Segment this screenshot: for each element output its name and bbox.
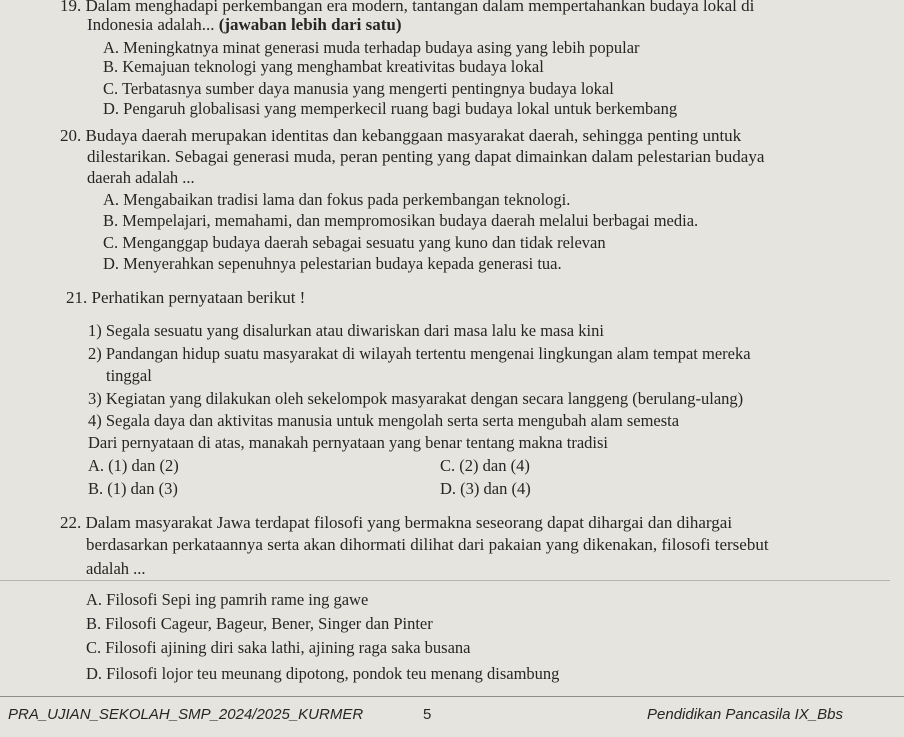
q21-option-d: D. (3) dan (4) <box>440 479 531 498</box>
q21-statement-4: 4) Segala daya dan aktivitas manusia untuk mengolah serta serta mengubah alam semesta <box>88 411 680 430</box>
q19-stem-text: Indonesia adalah... <box>87 15 215 34</box>
q22-stem-line-3: adalah ... <box>86 559 146 578</box>
q21-statement-1: 1) Segala sesuatu yang disalurkan atau diwariskan dari masa lalu ke masa kini <box>88 321 604 340</box>
q19-option-d: D. Pengaruh globalisasi yang memperkecil ruang bagi budaya lokal untuk berkembang <box>103 99 678 118</box>
q20-stem-line-2: dilestarikan. Sebagai generasi muda, peran penting yang dapat dimainkan dalam pelestarian budaya <box>87 147 765 166</box>
q21-option-c: C. (2) dan (4) <box>440 456 530 475</box>
q21-stem: 21. Perhatikan pernyataan berikut ! <box>66 288 306 307</box>
q19-option-a: A. Meningkatnya minat generasi muda terhadap budaya asing yang lebih popular <box>103 38 640 57</box>
q20-stem-line-3: daerah adalah ... <box>87 168 195 187</box>
footer-subject: Pendidikan Pancasila IX_Bbs <box>647 706 843 723</box>
q22-option-d: D. Filosofi lojor teu meunang dipotong, pondok teu menang disambung <box>86 664 560 683</box>
footer-rule <box>0 696 904 697</box>
q19-hint: (jawaban lebih dari satu) <box>218 15 402 34</box>
footer-exam-code: PRA_UJIAN_SEKOLAH_SMP_2024/2025_KURMER <box>8 706 364 723</box>
q22-option-c: C. Filosofi ajining diri saka lathi, ajining raga saka busana <box>86 638 471 657</box>
q22-option-a: A. Filosofi Sepi ing pamrih rame ing gawe <box>86 590 369 609</box>
q20-option-d: D. Menyerahkan sepenuhnya pelestarian budaya kepada generasi tua. <box>103 254 562 273</box>
q21-option-b: B. (1) dan (3) <box>88 479 178 498</box>
q21-option-a: A. (1) dan (2) <box>88 456 179 475</box>
q22-option-b: B. Filosofi Cageur, Bageur, Bener, Singer dan Pinter <box>86 614 433 633</box>
q21-question: Dari pernyataan di atas, manakah pernyataan yang benar tentang makna tradisi <box>88 433 608 452</box>
q21-statement-2-cont: tinggal <box>106 366 152 385</box>
q20-option-c: C. Menganggap budaya daerah sebagai sesuatu yang kuno dan tidak relevan <box>103 233 606 252</box>
q19-option-b: B. Kemajuan teknologi yang menghambat kreativitas budaya lokal <box>103 57 544 76</box>
q19-stem-line-1: 19. Dalam menghadapi perkembangan era modern, tantangan dalam mempertahankan budaya lokal di <box>60 0 755 15</box>
q20-option-b: B. Mempelajari, memahami, dan mempromosikan budaya daerah melalui berbagai media. <box>103 211 699 230</box>
divider <box>0 580 890 581</box>
q19-stem-line-2 <box>87 15 401 35</box>
q21-statement-3: 3) Kegiatan yang dilakukan oleh sekelompok masyarakat dengan secara langgeng (berulang-ulang) <box>88 389 744 408</box>
q21-statement-2: 2) Pandangan hidup suatu masyarakat di wilayah tertentu mengenai lingkungan alam tempat mereka <box>88 344 751 363</box>
footer-page-number: 5 <box>423 706 432 723</box>
q20-stem-line-1: 20. Budaya daerah merupakan identitas dan kebanggaan masyarakat daerah, sehingga penting untuk <box>60 126 742 145</box>
q19-option-c: C. Terbatasnya sumber daya manusia yang mengerti pentingnya budaya lokal <box>103 79 614 98</box>
q22-stem-line-2: berdasarkan perkataannya serta akan dihormati dilihat dari pakaian yang dikenakan, filosofi tersebut <box>86 535 769 554</box>
q20-option-a: A. Mengabaikan tradisi lama dan fokus pada perkembangan teknologi. <box>103 190 571 209</box>
q22-stem-line-1: 22. Dalam masyarakat Jawa terdapat filosofi yang bermakna seseorang dapat dihargai dan dihargai <box>60 513 733 532</box>
